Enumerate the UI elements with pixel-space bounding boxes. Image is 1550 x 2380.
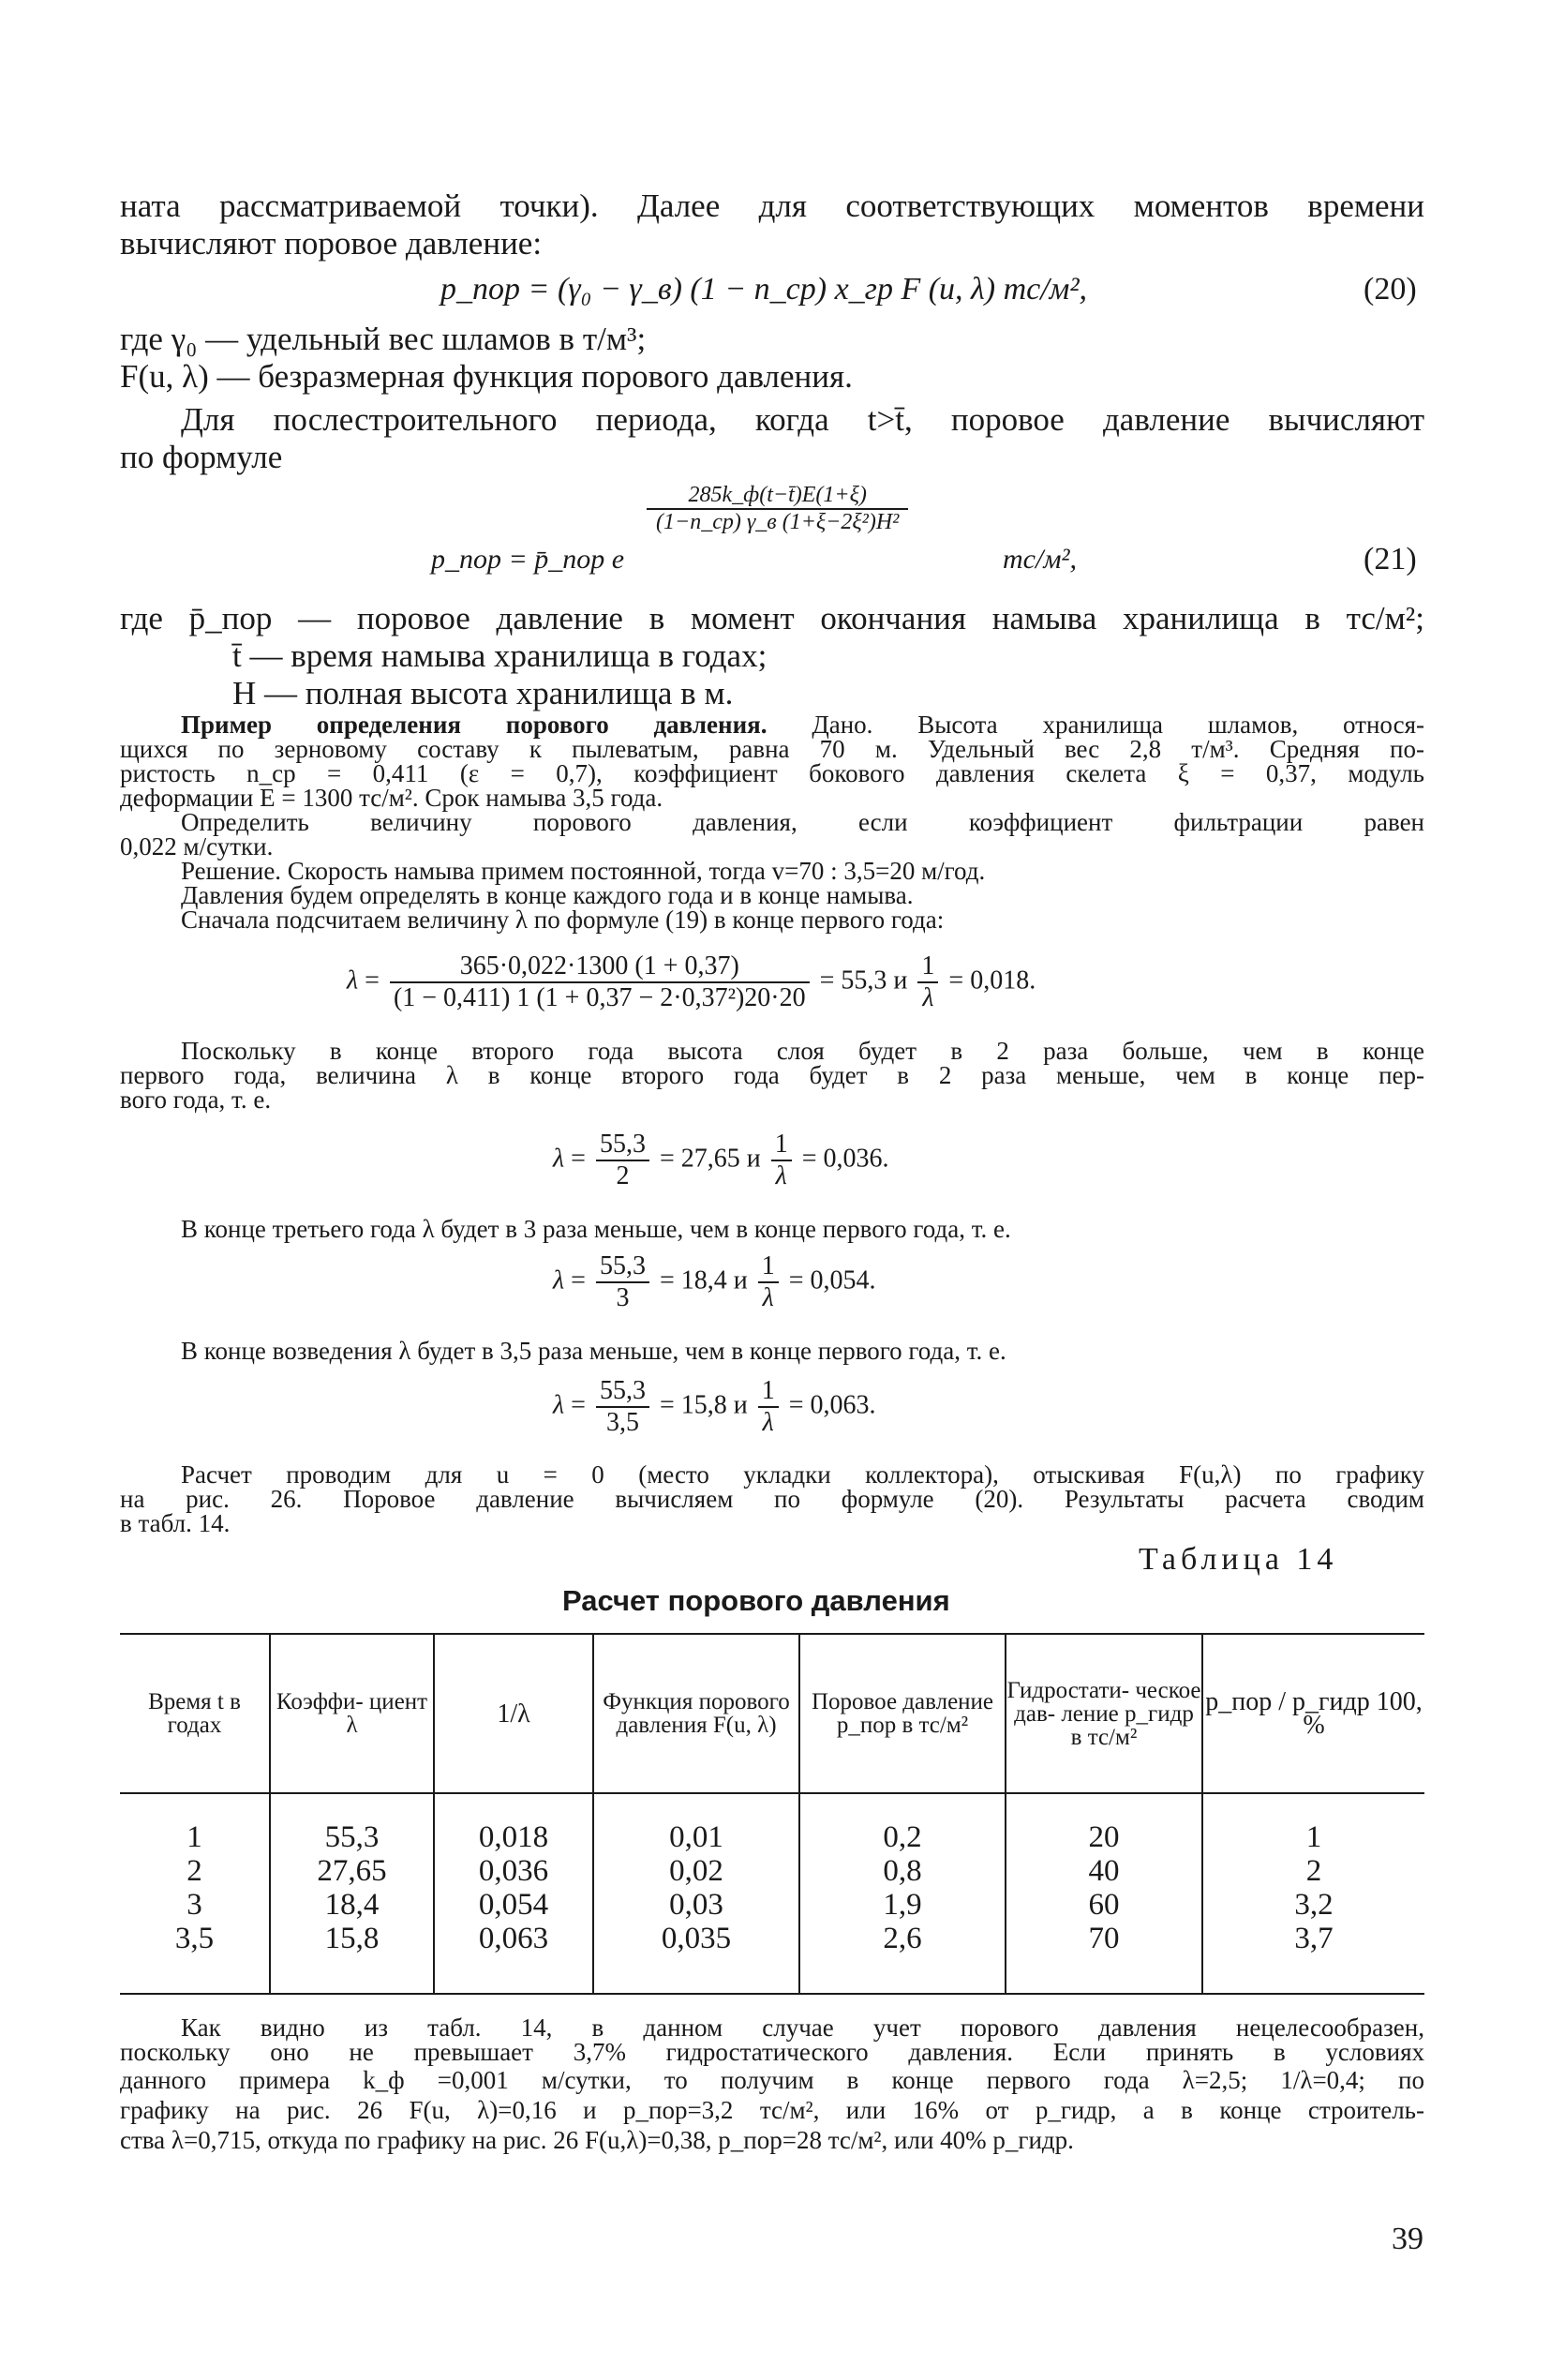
page-number: 39 — [1392, 2222, 1423, 2256]
text-line: поскольку оно не превышает 3,7% гидростатического давления. Если принять в условиях — [120, 2038, 1424, 2066]
lambda-1-equation: λ = $\frac{365\cdot 0,022\cdot 1300 (1 + 0,37)}{\text{(1 − 0,411) 1 (1 + 0,37 − 2·0,37²)20·20}}$ = 55,3 и $\frac{1}{\lambda}$ = 0,018. — [347, 951, 1036, 1012]
table-cell: 20 — [1088, 1820, 1120, 1854]
text-line: данного примера k_ф =0,001 м/сутки, то получим в конце первого года λ=2,5; 1/λ=0,4; по — [120, 2066, 1424, 2094]
table-cell: 0,035 — [661, 1922, 732, 1955]
text-line: щихся по зерновому составу к пылеватым, равна 70 м. Удельный вес 2,8 т/м³. Средняя по- — [120, 735, 1424, 763]
table-cell-column — [593, 1793, 799, 1994]
where-21 — [120, 600, 1424, 712]
conclusion-paragraph — [120, 2015, 1424, 2152]
text-line: В конце возведения λ будет в 3,5 раза меньше, чем в конце первого года, т. е. — [181, 1337, 1006, 1365]
table-cell: 2 — [1305, 1854, 1322, 1888]
table-14 — [120, 1633, 1424, 1995]
text-line: Сначала подсчитаем величину λ по формуле (19) в конце первого года: — [181, 906, 945, 934]
text-line: где p̄_пор — поровое давление в момент окончания намыва хранилища в тс/м²; — [120, 600, 1424, 636]
text-line: t̄ — время намыва хранилища в годах; — [232, 637, 768, 674]
equation-number-21: (21) — [1364, 542, 1417, 576]
header-pore-pressure: Поровое давление p_пор в тс/м² — [799, 1634, 1006, 1793]
text-line: по формуле — [120, 439, 283, 475]
text-line: H — полная высота хранилища в м. — [232, 675, 734, 711]
table-cell: 0,018 — [478, 1820, 549, 1854]
table-cell: 27,65 — [317, 1854, 387, 1888]
text-line: Для послестроительного периода, когда t>t̄, поровое давление вычисляют — [181, 401, 1424, 438]
text-line: где γ₀ — удельный вес шламов в т/м³; — [120, 321, 647, 357]
table-cell-column — [799, 1793, 1006, 1994]
text-line: Давления будем определять в конце каждого года и в конце намыва. — [181, 881, 914, 909]
table-cell-column — [120, 1793, 270, 1994]
table-cell: 0,2 — [883, 1820, 922, 1854]
text-line: вого года, т. е. — [120, 1085, 272, 1114]
table-cell: 3 — [186, 1888, 202, 1922]
table-cell: 1 — [1305, 1820, 1322, 1854]
text-line: 0,022 м/сутки. — [120, 832, 274, 861]
text-line: на рис. 26. Поровое давление вычисляем по формуле (20). Результаты расчета сводим — [120, 1485, 1424, 1513]
table-cell-column — [1006, 1793, 1202, 1994]
where-20 — [120, 321, 853, 396]
formula-21-unit: тс/м², — [1003, 544, 1077, 575]
paragraph-second-year — [120, 1039, 1424, 1112]
table-cell-column — [1202, 1793, 1424, 1994]
table-cell: 0,063 — [478, 1922, 549, 1955]
text-line: ната рассматриваемой точки). Далее для соответствующих моментов времени — [120, 187, 1424, 224]
table-cell: 15,8 — [324, 1922, 380, 1955]
lambda-1-fraction: $\frac{365\cdot 0,022\cdot 1300 (1 + 0,37)}{\text{(1 − 0,411) 1 (1 + 0,37 − 2·0,37²)20·20}}$ — [390, 951, 810, 1013]
lambda-4-equation: λ = $\frac{55,3}{3,5}$ = 15,8 и $\frac{1}{\lambda}$ = 0,063. — [553, 1376, 876, 1437]
text-line: Пример определения порового давления. Дано. Высота хранилища шламов, относя- — [181, 711, 1424, 739]
text-line: Определить величину порового давления, если коэффициент фильтрации равен — [181, 808, 1424, 836]
example-section — [120, 712, 1424, 932]
formula-21-exponent — [647, 483, 908, 535]
text-line: графику на рис. 26 F(u, λ)=0,16 и p_пор=3,2 тс/м², или 16% от p_гидр, а в конце строитель- — [120, 2096, 1424, 2124]
table-cell: 1 — [186, 1820, 202, 1854]
formula-20: p_пор = (γ₀ − γ_в) (1 − n_ср) x_гр F (u, λ) тс/м², — [440, 272, 1088, 307]
exponent-denominator: (1−n_ср) γ_в (1+ξ−2ξ²)H² — [656, 510, 900, 534]
table-body — [120, 1793, 1424, 1994]
text-line: В конце третьего года λ будет в 3 раза меньше, чем в конце первого года, т. е. — [181, 1215, 1011, 1243]
text-line: Решение. Скорость намыва примем постоянной, тогда v=70 : 3,5=20 м/год. — [181, 857, 986, 885]
table-cell: 3,7 — [1294, 1922, 1334, 1955]
exponent-numerator: 285k_ф(t−t̄)E(1+ξ) — [647, 483, 908, 510]
table-cell: 40 — [1088, 1854, 1120, 1888]
table-row — [120, 1793, 1424, 1994]
header-coefficient: Коэффи- циент λ — [270, 1634, 434, 1793]
table-cell: 60 — [1088, 1888, 1120, 1922]
formula-21-lhs: p_пор = p̄_пор e — [431, 544, 625, 575]
text-line: Расчет проводим для u = 0 (место укладки коллектора), отыскивая F(u,λ) по графику — [181, 1460, 1424, 1489]
table-cell: 18,4 — [324, 1888, 380, 1922]
table-cell: 0,03 — [669, 1888, 723, 1922]
table-cell-column — [434, 1793, 593, 1994]
header-time: Время t в годах — [148, 1689, 241, 1738]
text-line: ства λ=0,715, откуда по графику на рис. 26 F(u,λ)=0,38, p_пор=28 тс/м², или 40% p_гидр. — [120, 2126, 1074, 2154]
table-cell: 0,054 — [478, 1888, 549, 1922]
text-line: вычисляют поровое давление: — [120, 225, 543, 262]
table-label: Таблица 14 — [1139, 1542, 1338, 1577]
table-cell: 3,2 — [1294, 1888, 1334, 1922]
text-line: деформации E = 1300 тс/м². Срок намыва 3,5 года. — [120, 784, 663, 812]
text-line: первого года, величина λ в конце второго года будет в 2 раза меньше, чем в конце пер- — [120, 1061, 1424, 1089]
table-cell: 70 — [1088, 1922, 1120, 1955]
text-line: F(u, λ) — безразмерная функция порового давления. — [120, 358, 853, 395]
intro-paragraph — [120, 187, 1424, 262]
header-function: Функция порового давления F(u, λ) — [593, 1634, 799, 1793]
table-cell: 2 — [186, 1854, 202, 1888]
header-percent: p_пор / p_гидр 100, % — [1202, 1634, 1424, 1793]
table-cell: 0,01 — [669, 1820, 723, 1854]
text-line: Как видно из табл. 14, в данном случае учет порового давления нецелесообразен, — [181, 2013, 1424, 2042]
table-cell: 55,3 — [324, 1820, 380, 1854]
table-cell: 0,8 — [883, 1854, 922, 1888]
table-cell: 2,6 — [883, 1922, 922, 1955]
lambda-3-equation: λ = $\frac{55,3}{3}$ = 18,4 и $\frac{1}{\lambda}$ = 0,054. — [553, 1251, 876, 1312]
table-cell: 1,9 — [883, 1888, 922, 1922]
table-cell: 0,036 — [478, 1854, 549, 1888]
example-heading: Пример определения порового давления. — [181, 711, 768, 739]
table-cell-column — [270, 1793, 434, 1994]
paragraph-completion — [120, 1339, 1424, 1363]
calculation-paragraph — [120, 1462, 1424, 1535]
text-line: ристость n_ср = 0,411 (ε = 0,7), коэффициент бокового давления скелета ξ = 0,37, модуль — [120, 759, 1424, 787]
lambda-2-equation: λ = $\frac{55,3}{2}$ = 27,65 и $\frac{1}{\lambda}$ = 0,036. — [553, 1130, 889, 1190]
table-cell: 0,02 — [669, 1854, 723, 1888]
formula-21 — [431, 483, 1368, 586]
equation-number-20: (20) — [1364, 272, 1417, 307]
paragraph-third-year — [120, 1217, 1424, 1241]
text-line: Поскольку в конце второго года высота слоя будет в 2 раза больше, чем в конце — [181, 1037, 1424, 1065]
postbuild-paragraph — [120, 401, 1424, 476]
table-cell: 3,5 — [174, 1922, 215, 1955]
table-title: Расчет порового давления — [562, 1584, 950, 1617]
header-inverse-lambda: 1/λ — [434, 1634, 593, 1793]
header-hydrostatic: Гидростати- ческое дав- ление p_гидр в тс/м² — [1006, 1634, 1202, 1793]
text-line: в табл. 14. — [120, 1509, 231, 1537]
